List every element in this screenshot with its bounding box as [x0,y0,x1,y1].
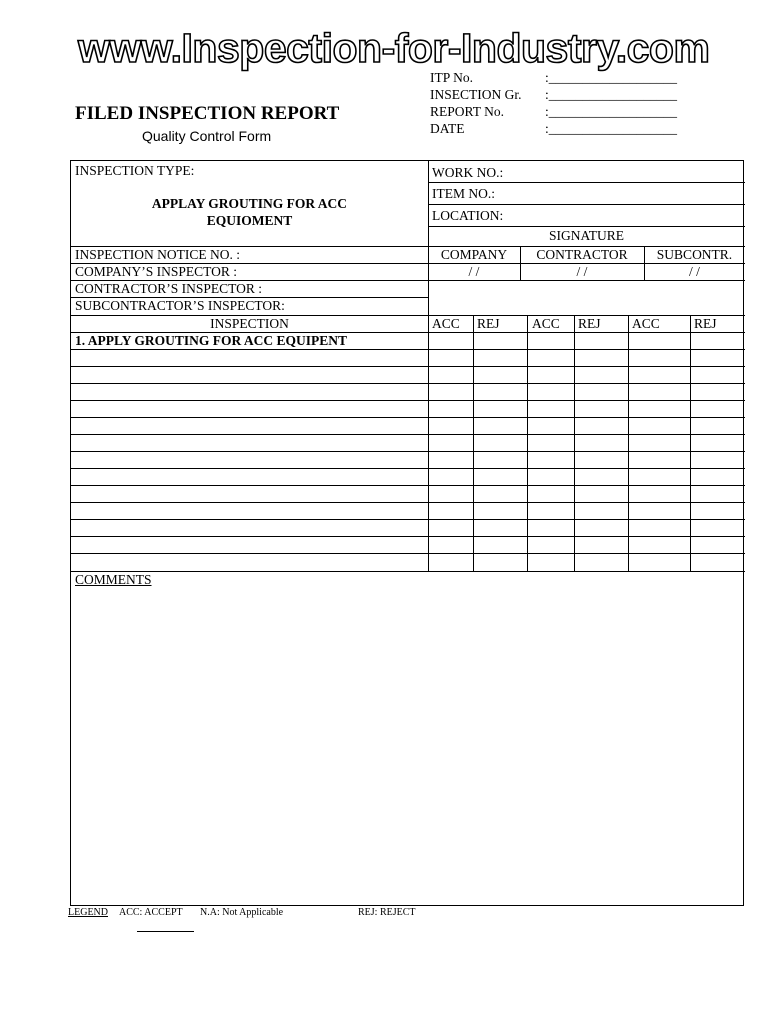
website-banner: www.Inspection-for-Industry.com [78,25,710,71]
company-header: COMPANY [440,247,508,262]
location-field[interactable]: LOCATION: [432,208,504,223]
rej-header-company: REJ [477,316,500,331]
work-no-field[interactable]: WORK NO.: [432,165,504,180]
legend-na: N.A: Not Applicable [200,907,284,918]
inspection-type-value: APPLAY GROUTING FOR ACC [151,196,348,211]
comments-label: COMMENTS [75,572,152,587]
table-row [71,383,745,384]
inspection-type-value-2: EQUIOMENT [206,213,293,228]
divider [428,226,745,227]
report-subtitle: Quality Control Form [142,128,272,144]
divider [428,182,745,183]
acc-header-contractor: ACC [532,316,560,331]
table-row [71,366,745,367]
divider [473,315,474,571]
item-no-field[interactable]: ITEM NO.: [432,186,495,201]
divider [690,315,691,571]
table-row [71,519,745,520]
table-row [71,536,745,537]
company-signature-date[interactable]: / / [468,264,480,279]
subcontractor-inspector-field[interactable]: SUBCONTRACTOR’S INSPECTOR: [75,298,285,313]
acc-header-subcontractor: ACC [632,316,660,331]
itp-no-label: ITP No. [430,70,473,85]
divider [628,315,629,571]
subcontractor-signature-date[interactable]: / / [689,264,700,279]
itp-no-field[interactable]: :___________________ [545,70,678,85]
company-inspector-field[interactable]: COMPANY’S INSPECTOR : [75,264,238,279]
inspection-group-field[interactable]: :___________________ [545,87,678,102]
divider [574,315,575,571]
signature-header: SIGNATURE [548,228,624,243]
table-row [71,485,745,486]
report-no-label: REPORT No. [430,104,504,119]
subcontractor-header: SUBCONTR. [656,247,733,262]
divider [527,315,528,571]
notice-no-field[interactable]: INSPECTION NOTICE NO. : [75,247,240,262]
legend-underline [137,931,194,932]
inspection-column-header: INSPECTION [210,316,289,331]
legend-rej: REJ: REJECT [358,907,416,918]
table-row [71,468,745,469]
inspection-type-label: INSPECTION TYPE: [75,163,195,178]
table-row [71,571,745,572]
rej-header-subcontractor: REJ [694,316,717,331]
contractor-signature-date[interactable]: / / [576,264,588,279]
date-field[interactable]: :___________________ [545,121,678,136]
acc-header-company: ACC [432,316,460,331]
divider [428,204,745,205]
report-no-field[interactable]: :___________________ [545,104,678,119]
legend-acc: ACC: ACCEPT [119,907,183,918]
table-row [71,434,745,435]
inspection-form [70,160,744,906]
rej-header-contractor: REJ [578,316,601,331]
legend-label: LEGEND [68,907,108,918]
date-label: DATE [430,121,465,136]
contractor-inspector-field[interactable]: CONTRACTOR’S INSPECTOR : [75,281,263,296]
table-row [71,451,745,452]
table-row [71,349,745,350]
table-row [71,553,745,554]
table-row [71,417,745,418]
table-row [71,400,745,401]
inspection-group-label: INSECTION Gr. [430,87,522,102]
contractor-header: CONTRACTOR [536,247,628,262]
inspection-item-1: 1. APPLY GROUTING FOR ACC EQUIPENT [75,333,348,348]
table-row [71,502,745,503]
report-title: FILED INSPECTION REPORT [75,103,340,124]
